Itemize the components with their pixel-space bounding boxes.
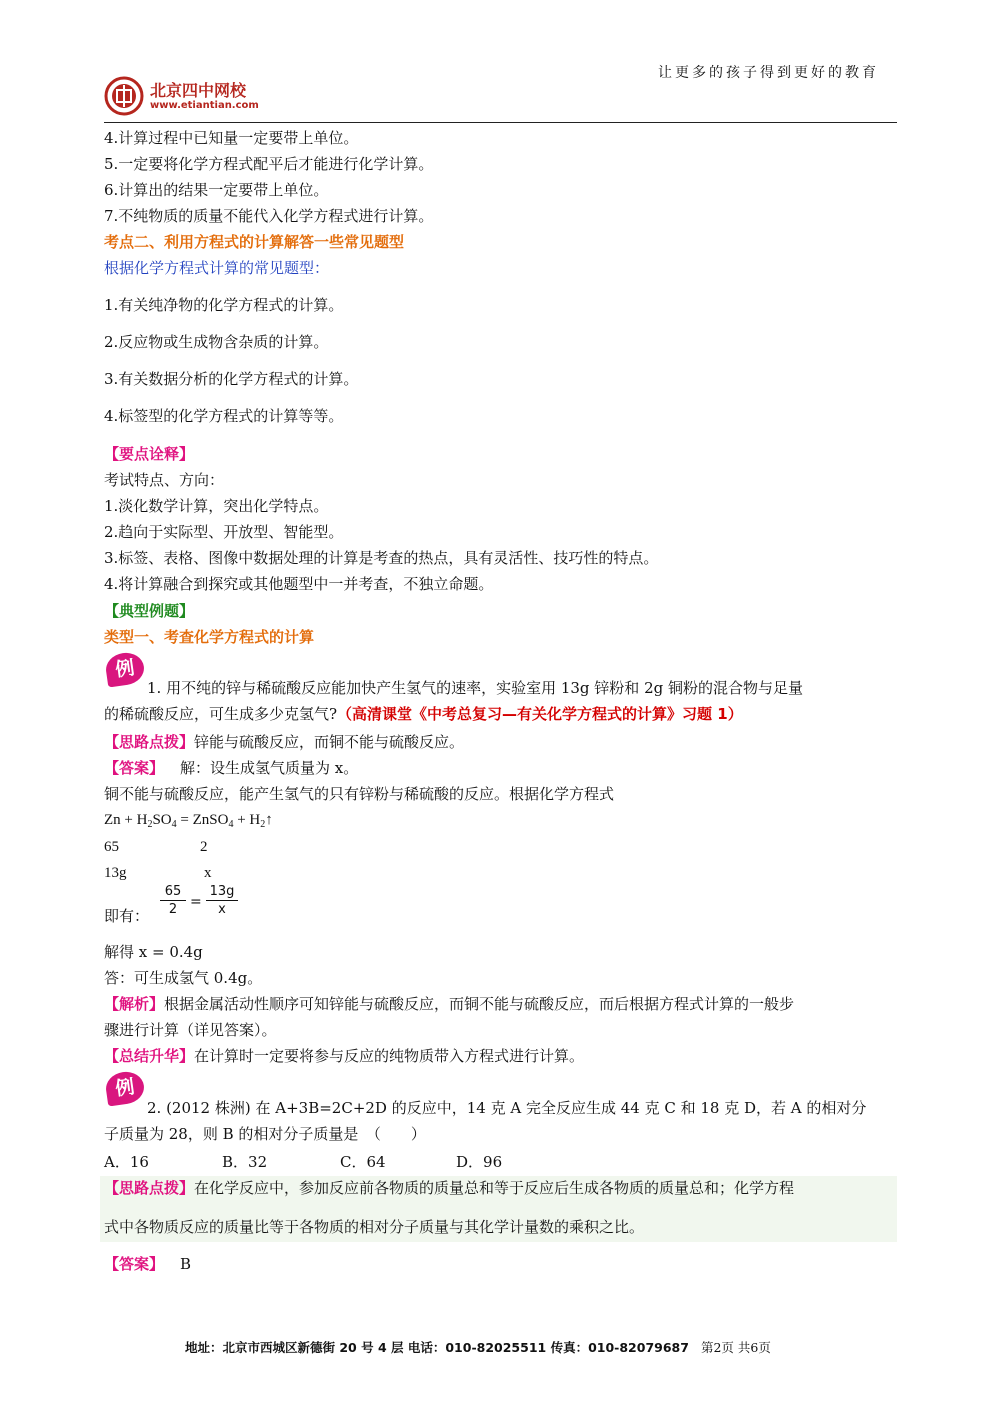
ex1-analysis bbox=[104, 994, 794, 1014]
eq-sub: 2 bbox=[147, 819, 153, 830]
ex1-hint-tag: 【思路点拨】 bbox=[104, 733, 195, 751]
ex1-answer-text: 解：设生成氢气质量为 x。 bbox=[180, 759, 359, 777]
ex1-summary-tag: 【总结升华】 bbox=[104, 1047, 195, 1065]
logo-emblem-icon bbox=[104, 76, 144, 116]
ex1-equation bbox=[104, 810, 273, 835]
eq-part: = ZnSO bbox=[176, 812, 229, 828]
ex1-answer bbox=[104, 758, 358, 778]
fraction-equals: = bbox=[190, 894, 202, 910]
ex2-answer-text: B bbox=[180, 1255, 192, 1273]
section2-item-2: 2.反应物或生成物含杂质的计算。 bbox=[104, 333, 329, 351]
type1-title: 类型一、考查化学方程式的计算 bbox=[104, 628, 315, 646]
ex2-option-b: B．32 bbox=[222, 1153, 268, 1171]
footer bbox=[185, 1338, 771, 1356]
eq-part: SO bbox=[152, 812, 172, 828]
ex1-question-text: 的稀硫酸反应，可生成多少克氢气? bbox=[104, 705, 338, 723]
eq-sub: 4 bbox=[228, 819, 234, 830]
keypoints-tag: 【要点诠释】 bbox=[104, 445, 195, 463]
ex1-mr-zn: 65 bbox=[104, 839, 119, 855]
section2-title: 考点二、利用方程式的计算解答一些常见题型 bbox=[104, 233, 405, 251]
ex1-hint bbox=[104, 732, 464, 752]
ex1-answer-tag: 【答案】 bbox=[104, 759, 165, 777]
note-5: 5.一定要将化学方程式配平后才能进行化学计算。 bbox=[104, 155, 434, 173]
ex1-analysis-line2: 骤进行计算（详见答案）。 bbox=[104, 1021, 277, 1039]
keypoint-3: 3.标签、表格、图像中数据处理的计算是考查的热点，具有灵活性、技巧性的特点。 bbox=[104, 549, 659, 567]
keypoints-intro: 考试特点、方向： bbox=[104, 471, 225, 489]
ex1-analysis-text: 根据金属活动性顺序可知锌能与硫酸反应，而铜不能与硫酸反应，而后根据方程式计算的一般步 bbox=[164, 995, 795, 1013]
header-slogan: 让更多的孩子得到更好的教育 bbox=[658, 65, 879, 81]
ex1-m-zn: 13g bbox=[104, 865, 127, 881]
section2-item-1: 1.有关纯净物的化学方程式的计算。 bbox=[104, 296, 344, 314]
section2-subtitle: 根据化学方程式计算的常见题型： bbox=[104, 259, 330, 277]
ex1-summary bbox=[104, 1046, 584, 1066]
note-4: 4.计算过程中已知量一定要带上单位。 bbox=[104, 129, 359, 147]
fraction-left-den: 2 bbox=[168, 902, 178, 917]
eq-part: ↑ bbox=[265, 812, 273, 828]
footer-page: 第2页 共6页 bbox=[700, 1340, 771, 1355]
ex2-hint bbox=[104, 1178, 794, 1198]
ex1-so-label: 即有： bbox=[104, 907, 150, 925]
eq-part: + H bbox=[233, 812, 261, 828]
logo-url: www.etiantian.com bbox=[150, 100, 259, 111]
eq-sub: 2 bbox=[260, 819, 266, 830]
footer-address: 地址：北京市西城区新德街 20 号 4 层 电话：010-82025511 传真：010-82079687 bbox=[185, 1340, 689, 1355]
ex1-final: 答：可生成氢气 0.4g。 bbox=[104, 969, 263, 987]
ex2-question-line2: 子质量为 28，则 B 的相对分子质量是 （ ） bbox=[104, 1125, 426, 1143]
ex1-summary-text: 在计算时一定要将参与反应的纯物质带入方程式进行计算。 bbox=[194, 1047, 585, 1065]
ex2-hint-text: 在化学反应中，参加反应前各物质的质量总和等于反应后生成各物质的质量总和；化学方程 bbox=[194, 1179, 795, 1197]
ex1-hint-text: 锌能与硫酸反应，而铜不能与硫酸反应。 bbox=[194, 733, 465, 751]
eq-sub: 4 bbox=[171, 819, 177, 830]
ex2-option-c: C．64 bbox=[340, 1153, 386, 1171]
fraction-right-num: 13g bbox=[209, 884, 235, 899]
logo bbox=[104, 76, 304, 118]
fraction-left bbox=[160, 884, 186, 917]
ex1-solve: 解得 x = 0.4g bbox=[104, 943, 203, 961]
ex2-hint-line2: 式中各物质反应的质量比等于各物质的相对分子质量与其化学计量数的乘积之比。 bbox=[104, 1218, 645, 1236]
eq-part: Zn + H bbox=[104, 812, 148, 828]
header-rule bbox=[104, 122, 897, 123]
ex1-line1: 铜不能与硫酸反应，能产生氢气的只有锌粉与稀硫酸的反应。根据化学方程式 bbox=[104, 785, 615, 803]
note-7: 7.不纯物质的质量不能代入化学方程式进行计算。 bbox=[104, 207, 434, 225]
ex1-mr-h2: 2 bbox=[200, 839, 208, 855]
ex2-hint-tag: 【思路点拨】 bbox=[104, 1179, 195, 1197]
fraction-right bbox=[206, 884, 238, 917]
section2-item-4: 4.标签型的化学方程式的计算等等。 bbox=[104, 407, 344, 425]
ex2-question-line1: 2. (2012 株洲) 在 A+3B=2C+2D 的反应中，14 克 A 完全反应生成 44 克 C 和 18 克 D，若 A 的相对分 bbox=[147, 1099, 867, 1117]
logo-name: 北京四中网校 bbox=[150, 81, 247, 100]
fraction-left-num: 65 bbox=[164, 884, 182, 899]
keypoint-1: 1.淡化数学计算，突出化学特点。 bbox=[104, 497, 329, 515]
keypoint-2: 2.趋向于实际型、开放型、智能型。 bbox=[104, 523, 344, 541]
keypoint-4: 4.将计算融合到探究或其他题型中一并考查，不独立命题。 bbox=[104, 575, 494, 593]
example-badge-icon: 例 bbox=[104, 1070, 146, 1107]
examples-tag: 【典型例题】 bbox=[104, 602, 195, 620]
ex2-answer-tag: 【答案】 bbox=[104, 1255, 165, 1273]
ex2-option-a: A．16 bbox=[104, 1153, 149, 1171]
section2-item-3: 3.有关数据分析的化学方程式的计算。 bbox=[104, 370, 359, 388]
ex2-answer bbox=[104, 1254, 191, 1274]
example-badge-icon: 例 bbox=[104, 651, 146, 688]
ex1-question-ref: （高清课堂《中考总复习—有关化学方程式的计算》习题 1） bbox=[337, 705, 743, 723]
fraction-right-den: x bbox=[218, 902, 226, 917]
ex1-analysis-tag: 【解析】 bbox=[104, 995, 165, 1013]
note-6: 6.计算出的结果一定要带上单位。 bbox=[104, 181, 329, 199]
ex1-question-line1: 1. 用不纯的锌与稀硫酸反应能加快产生氢气的速率，实验室用 13g 锌粉和 2g 铜粉的混合物与足量 bbox=[147, 679, 803, 697]
ex1-question-line2 bbox=[104, 704, 743, 724]
ex2-option-d: D．96 bbox=[456, 1153, 503, 1171]
ex1-m-h2: x bbox=[204, 865, 212, 881]
